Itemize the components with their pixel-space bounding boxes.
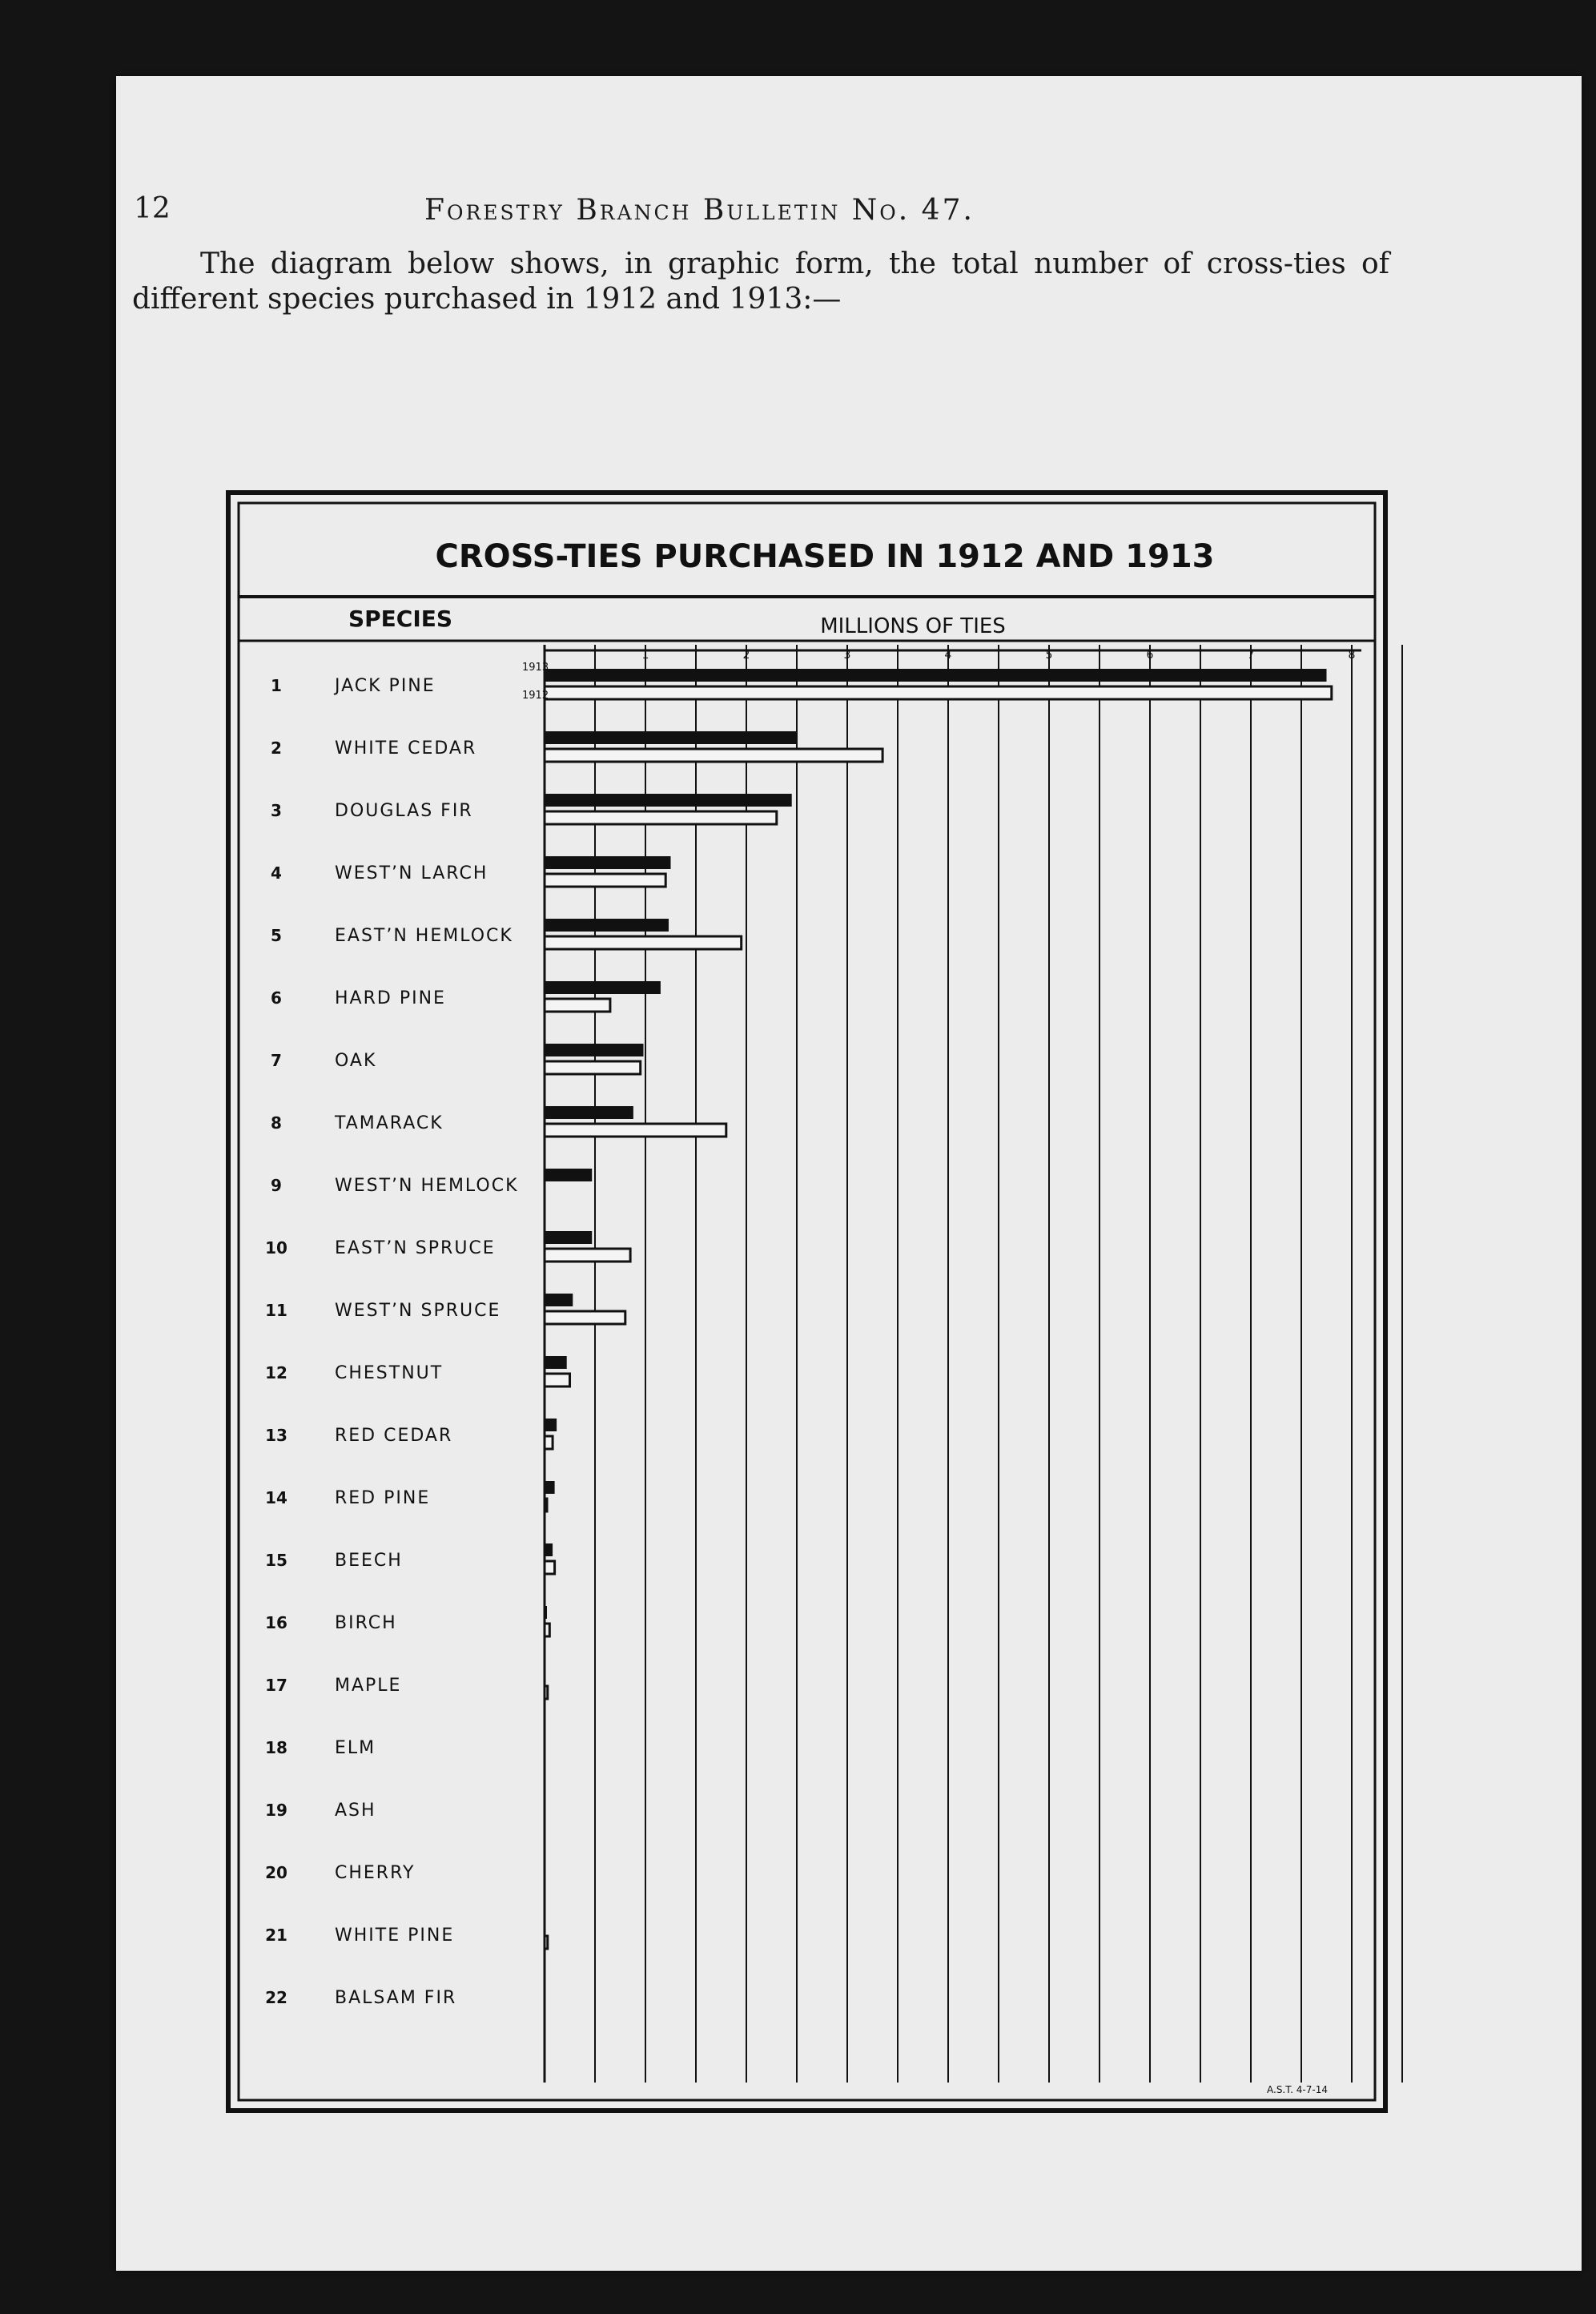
bar-1913-15 bbox=[545, 1543, 553, 1556]
species-number: 17 bbox=[265, 1676, 287, 1695]
bar-1912-6 bbox=[545, 999, 610, 1012]
species-label: HARD PINE bbox=[335, 988, 446, 1008]
intro-paragraph: The diagram below shows, in graphic form, the total number of cross-ties of different species purchased in 1912 and 1913:— bbox=[132, 247, 1389, 316]
species-number: 19 bbox=[265, 1801, 287, 1820]
page-number: 12 bbox=[134, 192, 171, 225]
legend-1913-label: 1913 bbox=[522, 662, 549, 674]
species-label: WEST’N HEMLOCK bbox=[335, 1176, 519, 1196]
bar-1912-7 bbox=[545, 1061, 641, 1074]
bar-1913-8 bbox=[545, 1106, 633, 1119]
bar-1912-11 bbox=[545, 1311, 625, 1324]
species-number: 6 bbox=[271, 988, 282, 1008]
species-label: JACK PINE bbox=[335, 676, 436, 696]
species-number: 18 bbox=[265, 1738, 287, 1757]
bar-1913-9 bbox=[545, 1169, 592, 1181]
x-tick-label: 1 bbox=[641, 649, 649, 662]
species-label: EAST’N HEMLOCK bbox=[335, 926, 513, 946]
legend-1912-label: 1912 bbox=[522, 690, 549, 702]
species-number: 9 bbox=[271, 1176, 282, 1195]
species-label: ASH bbox=[335, 1801, 376, 1821]
species-number: 11 bbox=[265, 1301, 287, 1320]
species-number: 1 bbox=[271, 676, 282, 695]
species-label: CHERRY bbox=[335, 1863, 416, 1883]
species-label: RED CEDAR bbox=[335, 1426, 453, 1446]
species-number: 22 bbox=[265, 1988, 287, 2007]
species-number: 14 bbox=[265, 1488, 287, 1507]
species-label: WHITE PINE bbox=[335, 1926, 455, 1946]
species-label: TAMARACK bbox=[335, 1113, 444, 1133]
bar-1913-3 bbox=[545, 794, 792, 807]
bar-1912-16 bbox=[545, 1624, 549, 1636]
bar-1912-21 bbox=[545, 1936, 548, 1949]
species-number: 5 bbox=[271, 926, 282, 945]
species-label: WEST’N SPRUCE bbox=[335, 1301, 501, 1321]
species-number: 20 bbox=[265, 1863, 287, 1882]
species-label: OAK bbox=[335, 1051, 377, 1071]
bar-1913-14 bbox=[545, 1481, 555, 1494]
species-rows bbox=[265, 676, 518, 2008]
species-number: 10 bbox=[265, 1238, 287, 1258]
x-tick-label: 8 bbox=[1348, 649, 1356, 662]
x-axis-label: MILLIONS OF TIES bbox=[820, 614, 1006, 638]
bar-1912-14 bbox=[545, 1499, 547, 1511]
chart-credit: A.S.T. 4-7-14 bbox=[1267, 2084, 1328, 2095]
species-label: BEECH bbox=[335, 1551, 403, 1571]
bar-1912-8 bbox=[545, 1124, 726, 1137]
x-tick-label: 7 bbox=[1247, 649, 1255, 662]
bars bbox=[545, 669, 1332, 1949]
bar-1913-13 bbox=[545, 1419, 557, 1431]
species-number: 8 bbox=[271, 1113, 282, 1133]
species-label: DOUGLAS FIR bbox=[335, 801, 473, 821]
bar-1913-11 bbox=[545, 1294, 573, 1306]
x-tick-label: 4 bbox=[944, 649, 952, 662]
chart-title: CROSS-TIES PURCHASED IN 1912 AND 1913 bbox=[435, 538, 1215, 575]
species-label: WHITE CEDAR bbox=[335, 738, 477, 759]
species-number: 7 bbox=[271, 1051, 282, 1070]
bar-1913-5 bbox=[545, 919, 669, 932]
grid-lines bbox=[545, 645, 1402, 2083]
species-label: BALSAM FIR bbox=[335, 1988, 457, 2008]
species-label: CHESTNUT bbox=[335, 1363, 444, 1383]
species-header: SPECIES bbox=[348, 606, 453, 632]
x-tick-label: 3 bbox=[843, 649, 851, 662]
species-number: 4 bbox=[271, 863, 282, 883]
species-label: EAST’N SPRUCE bbox=[335, 1238, 496, 1258]
bar-1912-12 bbox=[545, 1374, 570, 1386]
bar-1913-2 bbox=[545, 731, 797, 744]
species-label: WEST’N LARCH bbox=[335, 863, 488, 883]
bar-1912-15 bbox=[545, 1561, 555, 1574]
bar-1912-5 bbox=[545, 936, 742, 949]
x-tick-label: 6 bbox=[1146, 649, 1154, 662]
bar-1912-17 bbox=[545, 1686, 548, 1699]
species-number: 12 bbox=[265, 1363, 287, 1382]
species-number: 13 bbox=[265, 1426, 287, 1445]
running-title: Forestry Branch Bulletin No. 47. bbox=[424, 194, 975, 227]
bar-1913-4 bbox=[545, 856, 671, 869]
species-number: 21 bbox=[265, 1926, 287, 1945]
bar-1913-6 bbox=[545, 981, 661, 994]
x-tick-label: 2 bbox=[742, 649, 750, 662]
bar-1913-7 bbox=[545, 1044, 643, 1056]
bar-1913-10 bbox=[545, 1231, 592, 1244]
species-label: BIRCH bbox=[335, 1613, 397, 1633]
x-tick-label: 5 bbox=[1045, 649, 1053, 662]
species-number: 2 bbox=[271, 738, 282, 758]
species-number: 3 bbox=[271, 801, 282, 820]
bar-1912-10 bbox=[545, 1249, 630, 1262]
bar-1912-2 bbox=[545, 749, 882, 762]
species-number: 16 bbox=[265, 1613, 287, 1632]
bar-1912-13 bbox=[545, 1436, 553, 1449]
bar-1912-4 bbox=[545, 874, 665, 887]
species-label: ELM bbox=[335, 1738, 376, 1758]
bar-1912-1 bbox=[545, 686, 1332, 699]
species-label: MAPLE bbox=[335, 1676, 402, 1696]
species-label: RED PINE bbox=[335, 1488, 431, 1508]
bar-1913-12 bbox=[545, 1356, 567, 1369]
species-number: 15 bbox=[265, 1551, 287, 1570]
bar-1913-1 bbox=[545, 669, 1327, 682]
bar-1912-3 bbox=[545, 811, 777, 824]
bar-1913-16 bbox=[545, 1606, 547, 1619]
